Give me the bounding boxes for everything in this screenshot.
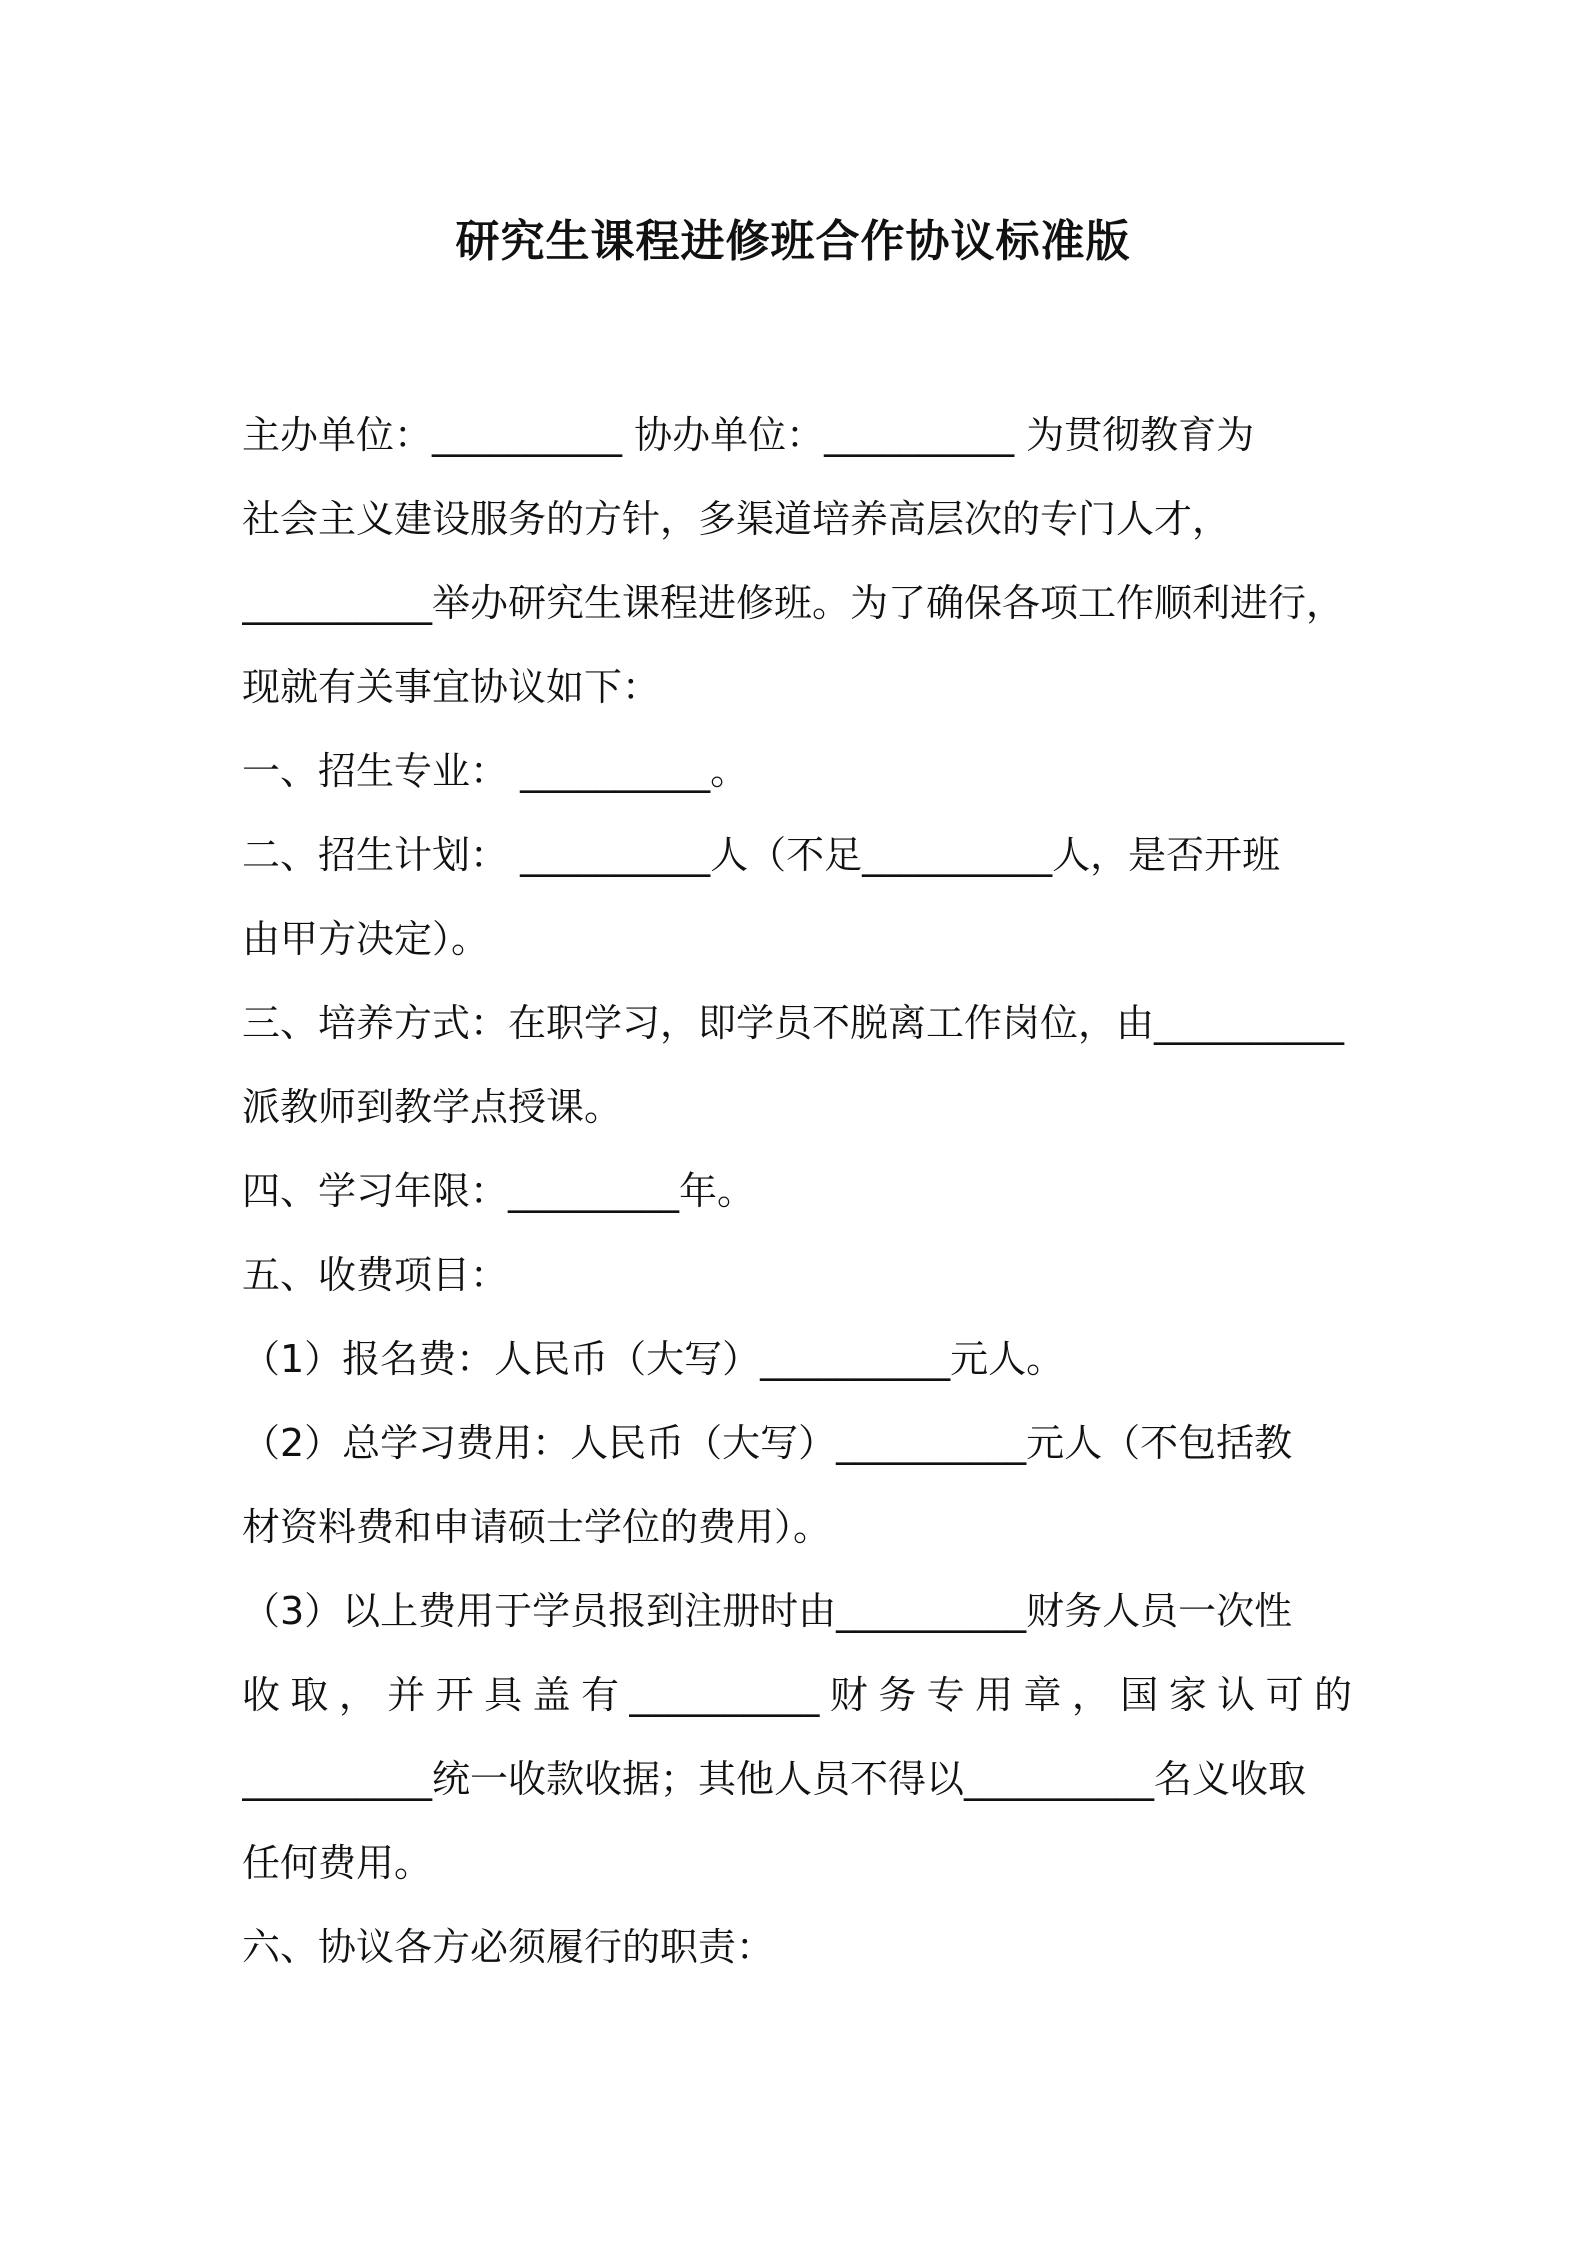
paragraph-line: 收取，并开具盖有__________财务专用章，国家认可的 [242,1673,1352,1717]
paragraph-line: __________举办研究生课程进修班。为了确保各项工作顺利进行， [242,581,1345,625]
fee-item-collection: （3）以上费用于学员报到注册时由__________财务人员一次性 [242,1589,1293,1633]
paragraph-line: 社会主义建设服务的方针，多渠道培养高层次的专门人才， [242,497,1231,541]
clause-recruitment-plan: 二、招生计划： __________人（不足__________人，是否开班 [242,833,1281,877]
paragraph-line: __________统一收款收据；其他人员不得以__________名义收取 [242,1757,1307,1801]
clause-responsibilities: 六、协议各方必须履行的职责： [242,1925,775,1969]
paragraph-line: 派教师到教学点授课。 [242,1085,623,1129]
clause-fee-items: 五、收费项目： [242,1253,509,1297]
paragraph-line: 材资料费和申请硕士学位的费用）。 [242,1505,832,1549]
paragraph-line: 现就有关事宜协议如下： [242,665,661,709]
fee-item-total-tuition: （2）总学习费用：人民币（大写）__________元人（不包括教 [242,1421,1293,1465]
clause-study-duration: 四、学习年限：_________年。 [242,1169,756,1213]
clause-training-method: 三、培养方式：在职学习，即学员不脱离工作岗位，由__________ [242,1001,1345,1045]
paragraph-line: 主办单位：__________ 协办单位：__________ 为贯彻教育为 [242,413,1255,457]
fee-item-registration: （1）报名费：人民币（大写）__________元人。 [242,1337,1065,1381]
paragraph-line: 由甲方决定）。 [242,917,490,961]
paragraph-line: 任何费用。 [242,1841,433,1885]
document-title: 研究生课程进修班合作协议标准版 [455,216,1131,267]
clause-recruitment-major: 一、招生专业： __________。 [242,749,749,793]
